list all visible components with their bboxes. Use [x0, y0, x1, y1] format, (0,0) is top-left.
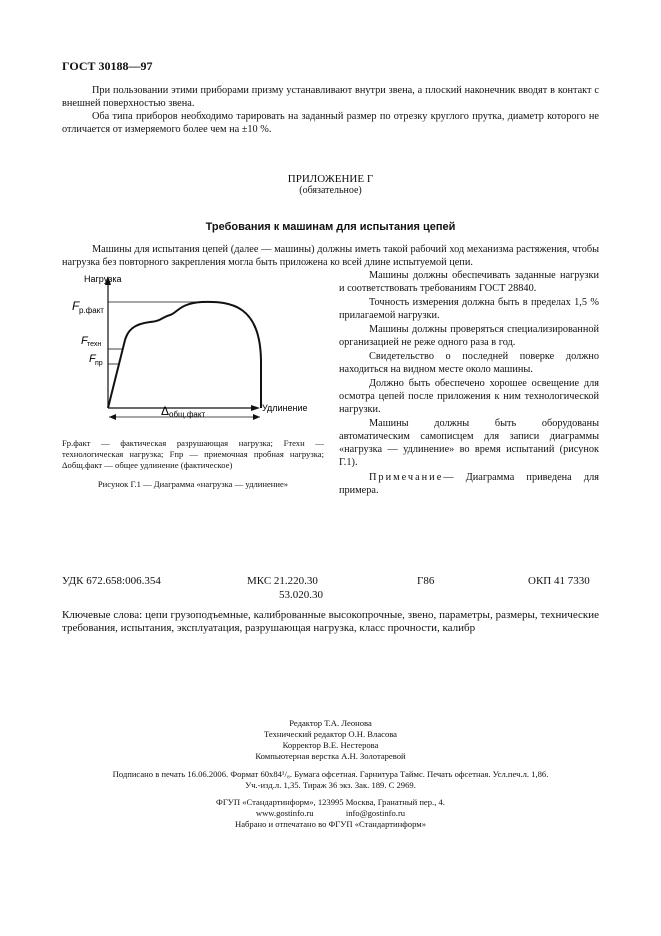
load-elongation-diagram	[62, 272, 334, 430]
f-fact-symbol: F	[72, 299, 80, 313]
publisher-email-link[interactable]: info@gostinfo.ru	[345, 808, 406, 818]
appendix-title: ПРИЛОЖЕНИЕ Г	[287, 173, 374, 185]
body-paragraph-3: Точность измерения должна быть в пределах 1,5 % прилагаемой нагрузки.	[339, 297, 599, 321]
note-text: — Диаграмма приведена для примера.	[339, 472, 599, 496]
okp-code: ОКП 41 7330	[528, 575, 590, 587]
mks-code-2: 53.020.30	[279, 589, 323, 601]
f-tech-symbol: F	[81, 335, 88, 347]
f-fact-subscript: р.факт	[79, 306, 104, 315]
mks-code-1: МКС 21.220.30	[247, 575, 318, 587]
publisher-contacts	[0, 808, 661, 819]
layout-credit: Компьютерная верстка А.Н. Золотаревой	[255, 751, 406, 761]
publisher-address: ФГУП «Стандартинформ», 123995 Москва, Гранатный пер., 4.	[216, 797, 445, 807]
editor-credit: Редактор Т.А. Леонова	[289, 718, 372, 728]
body-paragraph-6: Должно быть обеспечено хорошее освещение для осмотра цепей после приложения к ним технологической нагрузки.	[339, 378, 599, 415]
publisher-info	[0, 797, 661, 830]
note-label: Примечание	[369, 472, 444, 483]
document-code: ГОСТ 30188—97	[62, 59, 153, 73]
f-tech-subscript: техн	[87, 341, 102, 348]
dimension-arrow-left-icon	[109, 414, 116, 420]
figure-caption: Рисунок Г.1 — Диаграмма «нагрузка — удлинение»	[97, 479, 289, 489]
f-pr-subscript: пр	[95, 360, 103, 367]
print-info-line-2: Уч.-изд.л. 1,35. Тираж 36 экз. Зак. 189. С 2969.	[245, 780, 416, 790]
keywords: Ключевые слова: цепи грузоподъемные, калиброванные высокопрочные, звено, параметры, размеры, технические требования, испытания, эксплуатация, разрушающая нагрузка, класс прочности, калибр	[62, 609, 599, 634]
printed-by: Набрано и отпечатано во ФГУП «Стандартинформ»	[235, 819, 426, 829]
x-axis-arrow-icon	[251, 405, 260, 411]
delta-subscript: общ.факт	[169, 410, 206, 419]
intro-paragraph-2: Оба типа приборов необходимо тарировать на заданный размер по отрезку круглого прутка, диаметр которого не отличается от измеряемого более чем на ±10 %.	[62, 111, 599, 135]
note	[339, 471, 599, 497]
group-code: Г86	[417, 575, 435, 587]
figure-legend: Fр.факт — фактическая разрушающая нагрузка; Fтехн — технологическая нагрузка; Fпр — приемочная пробная нагрузка; Δобщ.факт — общее удлинение (фактическое)	[62, 438, 324, 470]
intro-paragraph-1: При пользовании этими приборами призму устанавливают внутри звена, а плоский наконечник вводят в контакт с внешней поверхностью звена.	[62, 85, 599, 109]
body-paragraph-2: Машины должны обеспечивать заданные нагрузки и соответствовать требованиям ГОСТ 28840.	[339, 270, 599, 294]
udk-code: УДК 672.658:006.354	[62, 575, 161, 587]
credits-block	[0, 718, 661, 762]
print-info-line-1: Подписано в печать 16.06.2006. Формат 60х84¹/₈. Бумага офсетная. Гарнитура Таймс. Печать офсетная. Усл.печ.л. 1,86.	[112, 769, 549, 779]
delta-symbol: Δ	[161, 404, 170, 418]
dimension-arrow-right-icon	[253, 414, 260, 420]
publisher-website-link[interactable]: www.gostinfo.ru	[255, 808, 314, 818]
f-pr-symbol: F	[89, 353, 96, 365]
appendix-status: (обязательное)	[299, 185, 362, 196]
body-paragraph-4: Машины должны проверяться специализированной организацией не реже одного раза в год.	[339, 324, 599, 348]
body-paragraph-5: Свидетельство о последней поверке должно находиться на видном месте около машины.	[339, 351, 599, 375]
body-paragraph-7: Машины должны быть оборудованы автоматическим самописцем для записи диаграммы «нагрузка — удлинение» во время испытаний (рисунок Г.1).	[339, 418, 599, 468]
x-axis-label: Удлинение	[262, 403, 308, 413]
tech-editor-credit: Технический редактор О.Н. Власова	[264, 729, 397, 739]
y-axis-label: Нагрузка	[84, 274, 122, 284]
print-info	[0, 769, 661, 791]
appendix-heading: Требования к машинам для испытания цепей	[205, 221, 456, 233]
corrector-credit: Корректор В.Е. Нестерова	[282, 740, 379, 750]
body-paragraph-1: Машины для испытания цепей (далее — машины) должны иметь такой рабочий ход механизма растяжения, чтобы нагрузка без повторного закрепления могла быть приложена ко всей длине испытуемой цепи.	[62, 244, 599, 268]
right-column	[339, 269, 599, 497]
curve-line	[108, 302, 261, 408]
